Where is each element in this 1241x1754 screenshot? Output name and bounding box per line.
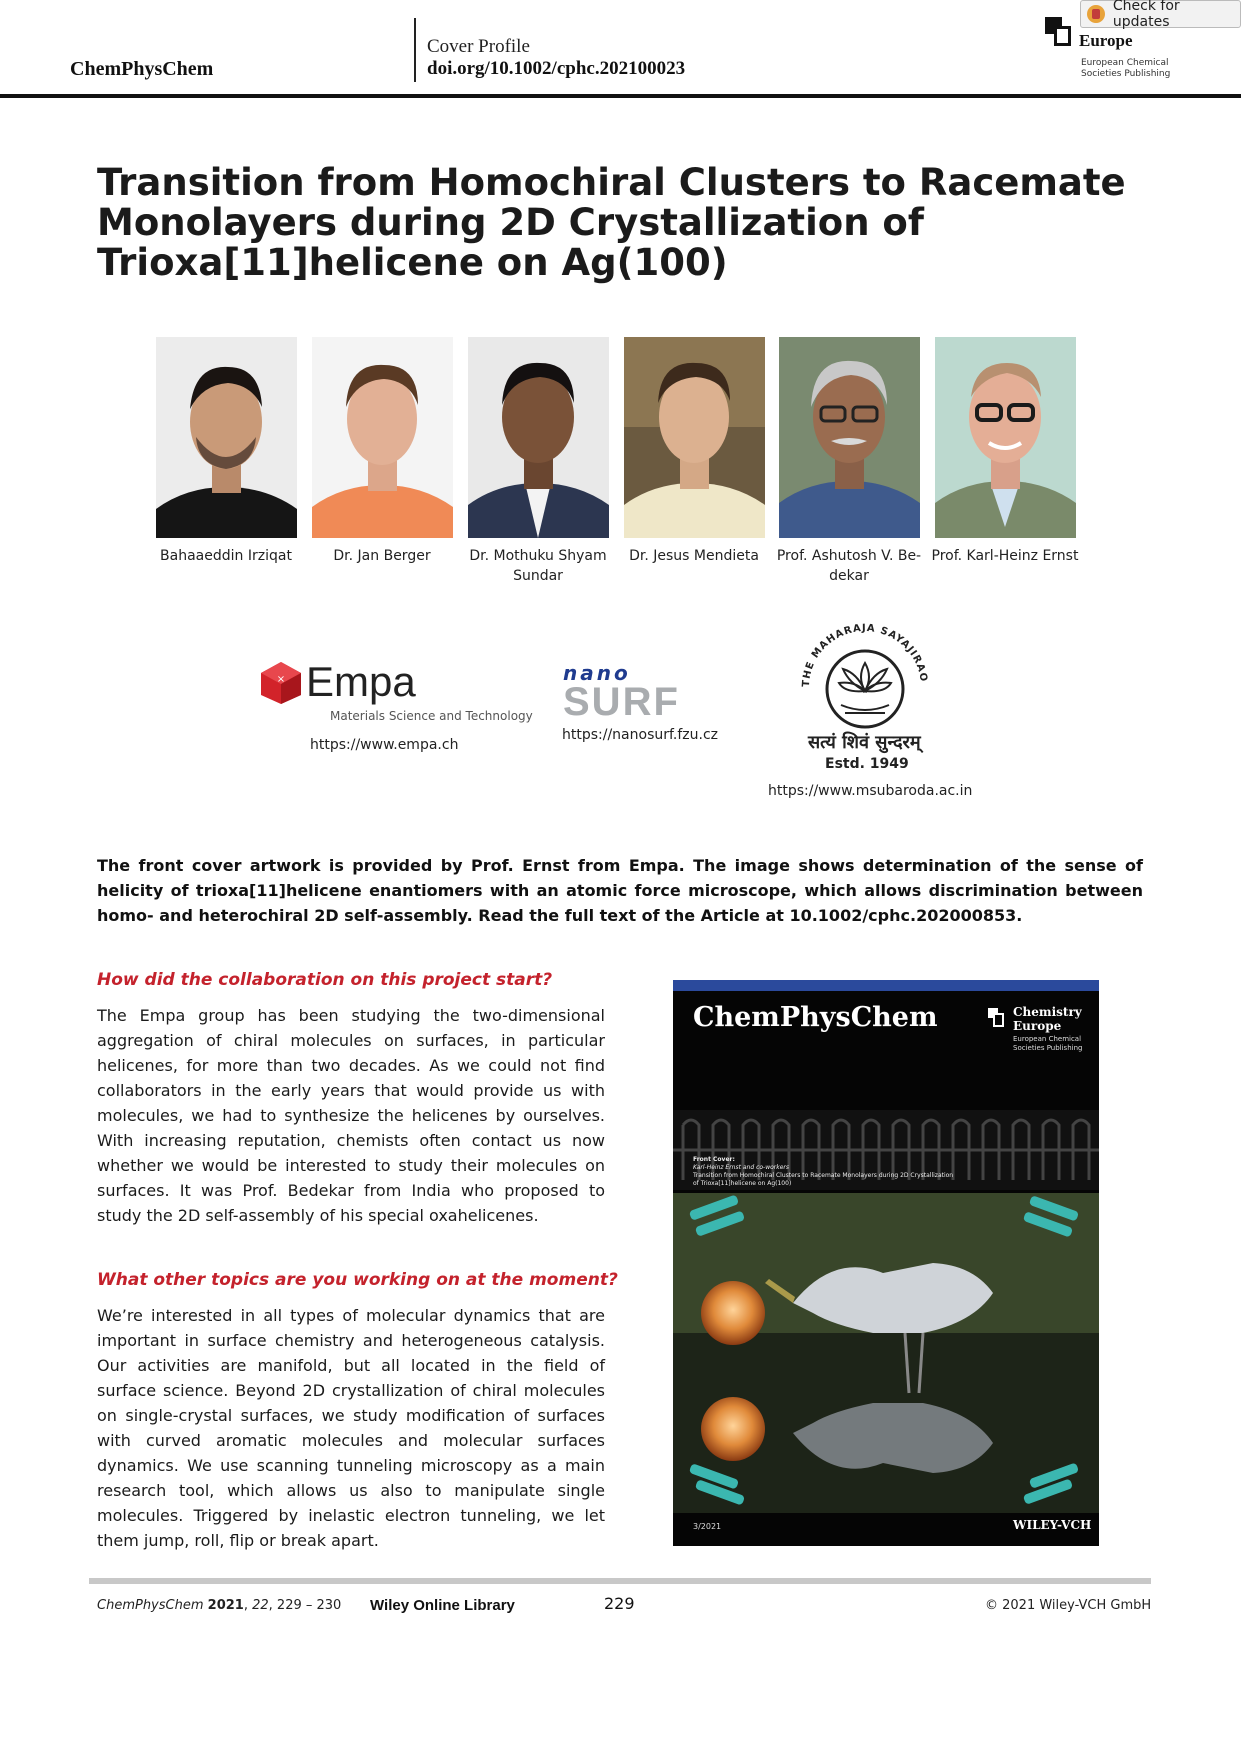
- author-caption-3: Dr. Mothuku Shyam Sundar: [469, 548, 607, 584]
- empa-name: Empa: [306, 658, 416, 705]
- cover-brand-icon: [988, 1008, 1004, 1028]
- msu-motto: सत्यं शिवं सुन्दरम्: [808, 732, 921, 753]
- section-label: Cover Profile: [427, 36, 530, 57]
- author-photo-2: [312, 337, 453, 538]
- empa-cube-icon: [258, 660, 304, 706]
- article-title: Transition from Homochiral Clusters to Racemate Monolayers during 2D Crystallization of Trioxa[11]helicene on Ag(100): [97, 161, 1126, 284]
- author-photo-1: [156, 337, 297, 538]
- empa-tagline: Materials Science and Technology: [330, 709, 533, 723]
- cover-publisher: WILEY-VCH: [1013, 1518, 1092, 1532]
- question-2: What other topics are you working on at the moment?: [97, 1270, 618, 1290]
- footer-volume: 22: [252, 1598, 269, 1613]
- footer-rule: [89, 1578, 1151, 1584]
- footer-pages: 229 – 230: [276, 1598, 342, 1613]
- cover-front-title2: of Trioxa[11]helicene on Ag(100): [693, 1180, 792, 1187]
- cover-front-text: [693, 1156, 993, 1188]
- cover-front-label: Front Cover:: [693, 1156, 735, 1163]
- author-caption-6: Prof. Karl-Heinz Ernst: [931, 548, 1079, 564]
- answer-1: The Empa group has been studying the two-dimensional aggregation of chiral molecules on surfaces, in particular helicenes, for more than two decades. As we could not find collaborators in the early years that would provide us with molecules, we had to synthesize the helicenes by ourselves. With increasing reputation, chemists often contact us now whether we would be interested to study their molecules on surfaces. It was Prof. Bedekar from India who proposed to study the 2D self-assembly of his special oxahelicenes.: [97, 1006, 605, 1225]
- cover-brand: [1013, 1005, 1082, 1033]
- nanosurf-url[interactable]: https://nanosurf.fzu.cz: [562, 727, 719, 743]
- publisher-subtitle-line1: European Chemical: [1081, 58, 1169, 68]
- author-photo-5: [779, 337, 920, 538]
- cover-brand-sub: [1013, 1035, 1082, 1053]
- author-caption-2: Dr. Jan Berger: [333, 548, 431, 564]
- cover-brand-line1: Chemistry: [1013, 1005, 1082, 1019]
- msu-ring-text: THE MAHARAJA SAYAJIRAO: [800, 622, 929, 688]
- author-photo-6: [935, 337, 1076, 538]
- header-divider: [414, 18, 416, 82]
- author-photo-4: [624, 337, 765, 538]
- nanosurf-bottom: SURF: [563, 680, 680, 724]
- svg-text:×: ×: [276, 674, 286, 685]
- cover-brand-line2: Europe: [1013, 1019, 1062, 1033]
- author-caption-1: Bahaaeddin Irziqat: [160, 548, 292, 564]
- nanosurf-logo: [563, 661, 707, 724]
- cover-front-authors: Karl-Heinz Ernst and co-workers: [693, 1164, 790, 1171]
- chemistry-europe-logo-icon: [1045, 17, 1073, 47]
- header-rule: [0, 94, 1241, 98]
- check-for-updates-button[interactable]: [1080, 0, 1241, 28]
- publisher-name: Europe: [1079, 31, 1133, 50]
- nanosurf-top: nano: [563, 661, 631, 685]
- author-photo-3: [468, 337, 609, 538]
- msu-estd: Estd. 1949: [825, 756, 909, 772]
- journal-cover-image: [673, 980, 1099, 1546]
- check-for-updates-label: Check for updates: [1112, 0, 1180, 30]
- page-number: 229: [604, 1594, 635, 1613]
- question-1: How did the collaboration on this project start?: [97, 970, 553, 990]
- crossmark-icon: [1087, 5, 1105, 23]
- publisher-subtitle: [1081, 58, 1170, 80]
- author-caption-5: Prof. Ashutosh V. Be-dekar: [776, 548, 922, 584]
- cover-brand-sub2: Societies Publishing: [1013, 1044, 1083, 1052]
- msu-url[interactable]: https://www.msubaroda.ac.in: [768, 783, 973, 799]
- wiley-online-library-link[interactable]: Wiley Online Library: [370, 1597, 515, 1614]
- cover-heron-photo: [673, 1193, 1099, 1513]
- publisher-subtitle-line2: Societies Publishing: [1081, 69, 1171, 79]
- copyright: © 2021 Wiley-VCH GmbH: [985, 1598, 1152, 1613]
- author-caption-4: Dr. Jesus Mendieta: [629, 548, 759, 564]
- cover-front-title1: Transition from Homochiral Clusters to Racemate Monolayers during 2D Crystallization: [693, 1172, 954, 1179]
- doi-link[interactable]: doi.org/10.1002/cphc.202100023: [427, 58, 686, 79]
- answer-2: We’re interested in all types of molecular dynamics that are important in surface chemistry and heterogeneous catalysis. Our activities are manifold, but all located in the field of surface science. Beyond 2D crystallization of chiral molecules on single-crystal surfaces, we study modification of surfaces with curved aromatic molecules and molecular surfaces dynamics. We use scanning tunneling microscopy as a main research tool, which allows us also to manipulate single molecules. Triggered by inelastic electron tunneling, we let them jump, roll, flip or break apart.: [97, 1306, 605, 1550]
- empa-url[interactable]: https://www.empa.ch: [310, 737, 459, 753]
- footer-year: 2021: [207, 1598, 244, 1613]
- cover-issue: 3/2021: [693, 1522, 722, 1531]
- cover-journal-name: ChemPhysChem: [693, 1002, 938, 1033]
- footer-journal: ChemPhysChem: [97, 1598, 204, 1613]
- cover-abstract: The front cover artwork is provided by Prof. Ernst from Empa. The image shows determination of the sense of helicity of trioxa[11]helicene enantiomers with an atomic force microscope, which allows discrimination between homo- and heterochiral 2D self-assembly. Read the full text of the Article at 10.1002/cphc.202000853.: [97, 856, 1143, 925]
- cover-top-bar: [673, 980, 1099, 991]
- journal-name: ChemPhysChem: [70, 58, 214, 80]
- cover-brand-sub1: European Chemical: [1013, 1035, 1082, 1043]
- footer-citation: ChemPhysChem 2021, 22, 229 – 230: [97, 1598, 342, 1613]
